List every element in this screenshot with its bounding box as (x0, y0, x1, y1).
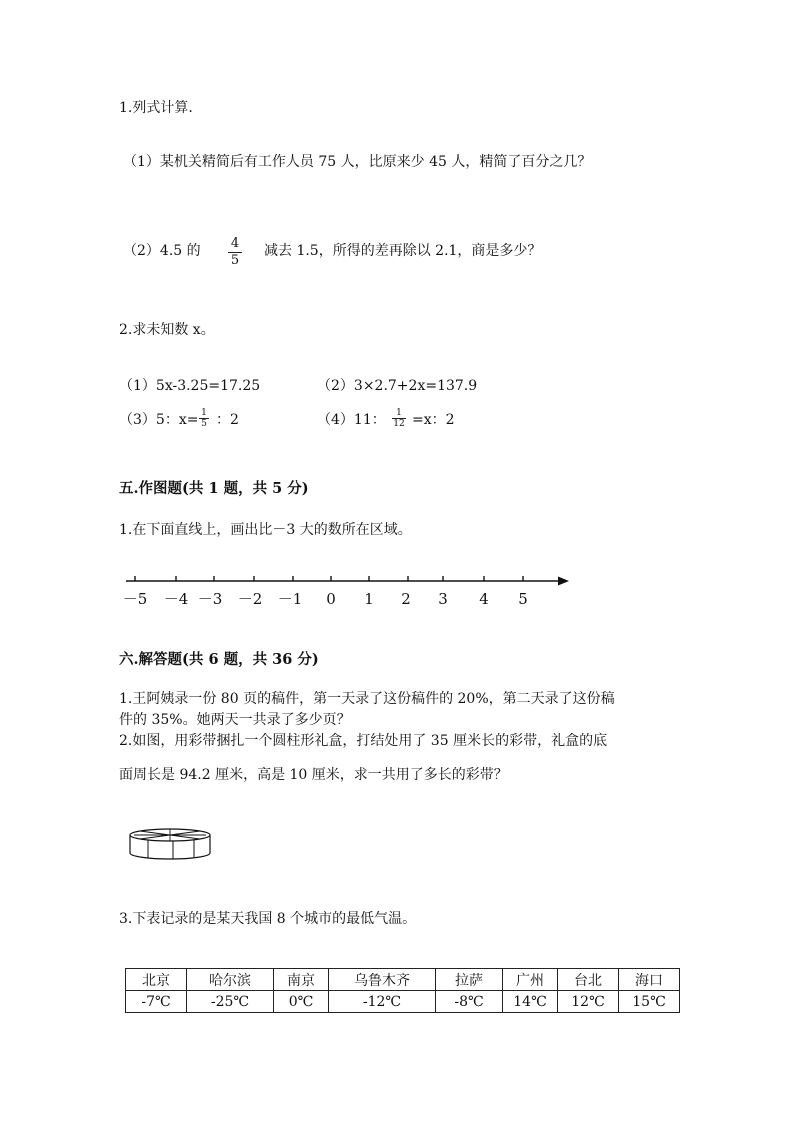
cylinder-gift-box-figure (126, 822, 218, 864)
table-cell-temperature: 0℃ (274, 991, 329, 1013)
number-line-label: －3 (197, 590, 223, 608)
equation-4-b: =x：2 (412, 412, 455, 428)
fraction-numerator: 1 (201, 408, 207, 418)
section5-heading: 五.作图题(共 1 题，共 5 分) (119, 480, 309, 497)
table-cell-city: 南京 (274, 969, 329, 991)
table-row-cities (126, 969, 680, 991)
equation-3-a: （3）5：x= (119, 412, 199, 428)
table-cell-city: 哈尔滨 (187, 969, 274, 991)
table-cell-temperature: -8℃ (436, 991, 503, 1013)
number-line-label: 0 (326, 590, 336, 608)
q1-part1: （1）某机关精简后有工作人员 75 人，比原来少 45 人，精简了百分之几？ (123, 154, 592, 170)
table-row-temperatures (126, 991, 680, 1013)
table-cell-temperature: 14℃ (503, 991, 558, 1013)
number-line-label: 3 (438, 590, 448, 608)
equation-2: （2）3×2.7+2x=137.9 (317, 378, 478, 394)
number-line-labels (123, 590, 528, 608)
number-line-label: 4 (479, 590, 489, 608)
fraction-one-twelfth (392, 408, 406, 429)
cylinder-bottom (130, 853, 210, 859)
number-line-label: 1 (364, 590, 374, 608)
section6-q2-line2: 面周长是 94.2 厘米，高是 10 厘米，求一共用了多长的彩带？ (119, 767, 508, 783)
section5-q1: 1.在下面直线上，画出比－3 大的数所在区域。 (119, 522, 412, 538)
section6-q1-line1: 1.王阿姨录一份 80 页的稿件，第一天录了这份稿件的 20%，第二天录了这份稿 (119, 691, 615, 707)
equation-1: （1）5x-3.25=17.25 (119, 378, 261, 394)
section6-q1-line2: 件的 35%。她两天一共录了多少页？ (119, 712, 351, 728)
fraction-denominator: 5 (201, 419, 207, 429)
fraction-four-fifths (228, 236, 242, 269)
equation-3-b: ：2 (216, 412, 239, 428)
q1-part2-b: 减去 1.5，所得的差再除以 2.1，商是多少？ (264, 243, 542, 259)
number-line (118, 566, 574, 612)
q1-title: 1.列式计算. (119, 100, 193, 116)
number-line-label: 5 (518, 590, 528, 608)
table-cell-temperature: -7℃ (126, 991, 187, 1013)
table-cell-city: 拉萨 (436, 969, 503, 991)
fraction-denominator: 12 (393, 419, 405, 429)
table-cell-city: 海口 (619, 969, 680, 991)
section6-q3: 3.下表记录的是某天我国 8 个城市的最低气温。 (119, 911, 417, 927)
table-cell-temperature: 15℃ (619, 991, 680, 1013)
q2-title: 2.求未知数 x。 (119, 322, 215, 338)
table-cell-city: 北京 (126, 969, 187, 991)
number-line-label: －4 (163, 590, 189, 608)
fraction-numerator: 1 (396, 408, 402, 418)
fraction-one-fifth (199, 408, 209, 429)
table-cell-temperature: 12℃ (558, 991, 619, 1013)
section6-q2-line1: 2.如图，用彩带捆扎一个圆柱形礼盒，打结处用了 35 厘米长的彩带，礼盒的底 (119, 733, 608, 749)
number-line-label: －2 (237, 590, 263, 608)
table-cell-city: 广州 (503, 969, 558, 991)
temperature-table (125, 968, 680, 1013)
section6-heading: 六.解答题(共 6 题，共 36 分) (119, 651, 319, 668)
number-line-arrow (558, 577, 569, 586)
table-cell-city: 乌鲁木齐 (329, 969, 436, 991)
q1-part2-a: （2）4.5 的 (123, 243, 201, 259)
number-line-label: －1 (277, 590, 303, 608)
table-cell-city: 台北 (558, 969, 619, 991)
number-line-label: 2 (401, 590, 411, 608)
table-cell-temperature: -12℃ (329, 991, 436, 1013)
fraction-denominator: 5 (230, 253, 240, 268)
fraction-numerator: 4 (230, 236, 240, 251)
table-cell-temperature: -25℃ (187, 991, 274, 1013)
equation-4-a: （4）11： (317, 412, 386, 428)
number-line-label: －5 (122, 590, 148, 608)
